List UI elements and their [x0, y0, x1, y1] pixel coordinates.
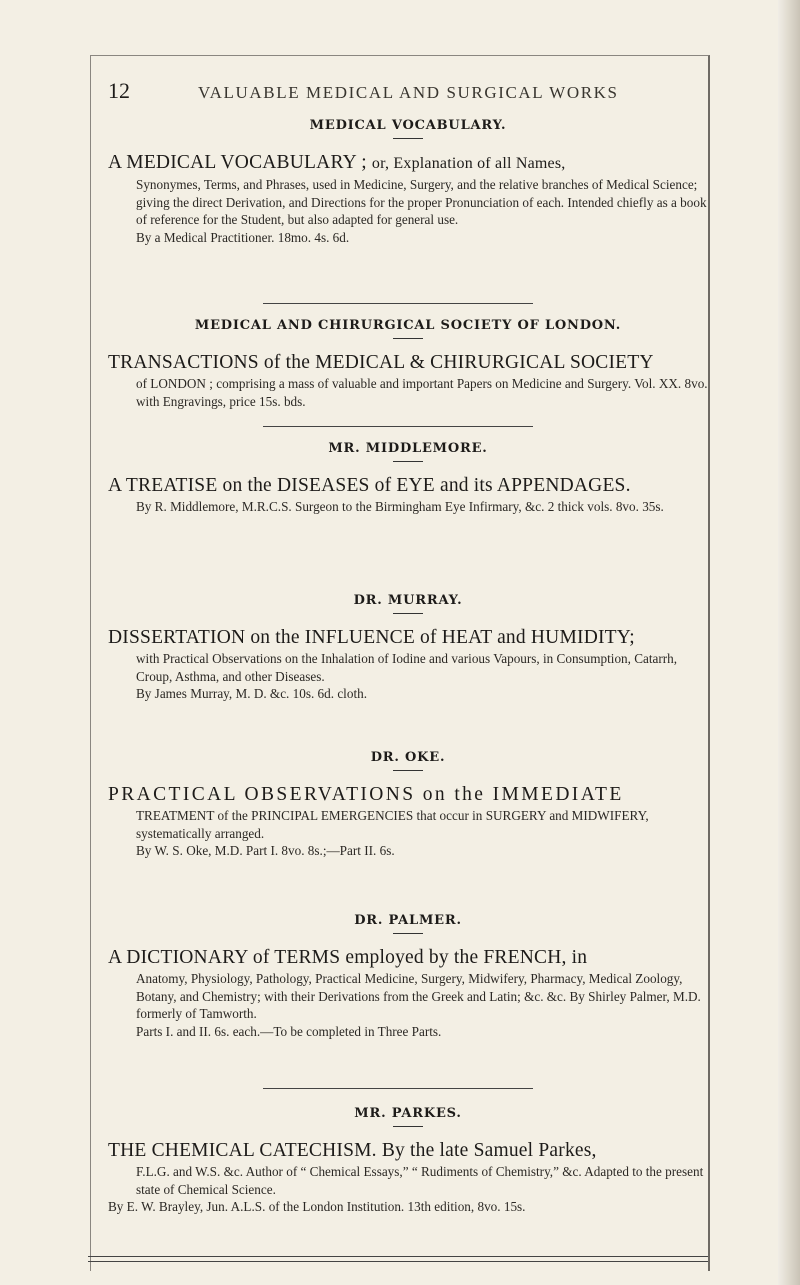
section-parkes — [108, 1106, 708, 1216]
section-oke — [108, 750, 708, 860]
section-palmer — [108, 913, 708, 1041]
entry-title: TRANSACTIONS of the MEDICAL & CHIRURGICAL SOCIETY — [108, 352, 654, 373]
section-heading: MEDICAL VOCABULARY. — [309, 118, 507, 133]
section-medical-chirurgical-society — [108, 318, 708, 410]
section-heading: DR. MURRAY. — [353, 593, 463, 608]
section-heading: MEDICAL AND CHIRURGICAL SOCIETY OF LONDON. — [194, 318, 622, 333]
entry-title: A DICTIONARY of TERMS employed by the FRENCH, in — [108, 947, 588, 968]
short-rule — [393, 933, 423, 934]
bottom-rule — [88, 1256, 708, 1257]
entry-byline: By E. W. Brayley, Jun. A.L.S. of the London Institution. 13th edition, 8vo. 15s. — [108, 1199, 526, 1214]
short-rule — [393, 770, 423, 771]
short-rule — [393, 138, 423, 139]
entry-title: PRACTICAL OBSERVATIONS on the IMMEDIATE — [108, 784, 624, 805]
section-separator — [263, 1088, 533, 1089]
entry-description: F.L.G. and W.S. &c. Author of “ Chemical Essays,” “ Rudiments of Chemistry,” &c. Adapted to the present state of Chemical Science. — [136, 1164, 704, 1197]
running-title: VALUABLE MEDICAL AND SURGICAL WORKS — [198, 83, 619, 102]
entry-title-rest: or, Explanation of all Names, — [371, 155, 566, 172]
entry-title: DISSERTATION on the INFLUENCE of HEAT and HUMIDITY; — [108, 627, 635, 648]
entry-byline: By W. S. Oke, M.D. Part I. 8vo. 8s.;—Part II. 6s. — [136, 843, 395, 858]
short-rule — [393, 1126, 423, 1127]
entry-description: Synonymes, Terms, and Phrases, used in Medicine, Surgery, and the relative branches of Medical Science; giving the direct Derivation, and Directions for the proper Pronunciation of each. Intended chiefly as a book of reference for the Student, but also adapted for general use. — [136, 177, 707, 227]
short-rule — [393, 338, 423, 339]
section-heading: MR. PARKES. — [354, 1106, 462, 1121]
section-heading: MR. MIDDLEMORE. — [328, 441, 488, 456]
entry-title — [108, 151, 708, 176]
section-heading: DR. PALMER. — [354, 913, 462, 928]
page-content — [108, 78, 708, 1214]
section-middlemore — [108, 441, 708, 516]
short-rule — [393, 613, 423, 614]
page-edge-shadow — [778, 0, 800, 1285]
entry-title: A TREATISE on the DISEASES of EYE and its APPENDAGES. — [108, 475, 631, 496]
entry-title: THE CHEMICAL CATECHISM. By the late Samuel Parkes, — [108, 1140, 597, 1161]
page-number: 12 — [108, 78, 130, 103]
entry-byline: By a Medical Practitioner. 18mo. 4s. 6d. — [136, 229, 350, 245]
entry-description: TREATMENT of the PRINCIPAL EMERGENCIES that occur in SURGERY and MIDWIFERY, systematically arranged. — [136, 808, 649, 841]
bottom-rule-double — [88, 1261, 708, 1262]
entry-description: Anatomy, Physiology, Pathology, Practical Medicine, Surgery, Midwifery, Pharmacy, Medical Zoology, Botany, and Chemistry; with their Derivations from the Greek and Latin; &c. &c. By Shirley Palmer, M.D. formerly of Tamworth. — [136, 971, 701, 1021]
entry-byline: Parts I. and II. 6s. each.—To be completed in Three Parts. — [136, 1023, 442, 1039]
section-murray — [108, 593, 708, 703]
entry-description: of LONDON ; comprising a mass of valuable and important Papers on Medicine and Surgery. Vol. XX. 8vo. with Engravings, price 15s. bds. — [136, 376, 708, 409]
section-heading: DR. OKE. — [370, 750, 446, 765]
section-medical-vocabulary — [108, 118, 708, 247]
entry-title-main: A MEDICAL VOCABULARY ; — [108, 152, 372, 173]
section-separator — [263, 303, 533, 304]
entry-description: with Practical Observations on the Inhalation of Iodine and various Vapours, in Consumption, Catarrh, Croup, Asthma, and other Diseases. — [136, 651, 678, 684]
entry-description: By R. Middlemore, M.R.C.S. Surgeon to the Birmingham Eye Infirmary, &c. 2 thick vols. 8vo. 35s. — [136, 499, 664, 514]
running-head — [108, 78, 708, 108]
short-rule — [393, 461, 423, 462]
section-separator — [263, 426, 533, 427]
entry-byline: By James Murray, M. D. &c. 10s. 6d. cloth. — [136, 686, 367, 701]
